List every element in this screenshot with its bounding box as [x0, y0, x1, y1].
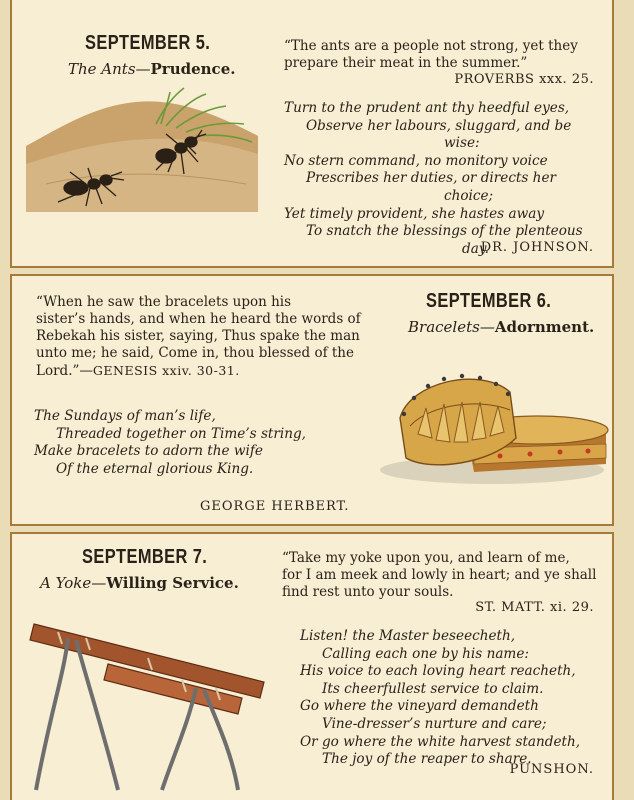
quote-line: “When he saw the bracelets upon his	[36, 294, 292, 310]
yoke-icon	[30, 624, 264, 790]
poem-line: Make bracelets to adorn the wife	[34, 443, 263, 460]
subtitle-prefix: A Yoke—	[40, 574, 107, 592]
scripture-quote	[282, 550, 612, 601]
subtitle-prefix: The Ants—	[68, 60, 151, 78]
poem-line: Threaded together on Time’s string,	[56, 425, 307, 442]
subtitle-theme: Willing Service.	[106, 574, 239, 592]
poem-line: No stern command, no monitory voice	[284, 152, 548, 169]
poem-author: DR. JOHNSON.	[480, 240, 594, 255]
subtitle-theme: Prudence.	[150, 60, 236, 78]
scripture-quote	[284, 38, 614, 72]
scripture-reference: PROVERBS xxx. 25.	[454, 72, 594, 87]
bracelets-illustration	[370, 368, 610, 488]
quote-line: sister’s hands, and when he heard the words of	[36, 311, 361, 327]
poem-line: Its cheerfullest service to claim.	[322, 680, 544, 697]
entry-date: SEPTEMBER 6.	[426, 290, 552, 312]
entry-subtitle	[408, 318, 594, 336]
quote-line: Lord.”—	[36, 363, 93, 379]
ants-illustration	[26, 84, 258, 212]
poem-line: Listen! the Master beseecheth,	[300, 628, 516, 644]
quote-line: for I am meek and lowly in heart; and ye shall	[282, 567, 597, 583]
poem-line: His voice to each loving heart reacheth,	[300, 663, 576, 680]
entry-september-7	[10, 532, 614, 800]
poem-line: Turn to the prudent ant thy heedful eyes,	[284, 100, 570, 116]
poem-line: day.	[462, 240, 490, 257]
subtitle-theme: Adornment.	[494, 318, 595, 336]
entry-date: SEPTEMBER 5.	[85, 32, 211, 54]
poem	[34, 408, 374, 478]
poem-line: choice;	[444, 187, 494, 204]
poem-line: Of the eternal glorious King.	[56, 460, 254, 477]
poem-line: Prescribes her duties, or directs her	[306, 170, 556, 187]
subtitle-prefix: Bracelets—	[408, 318, 495, 336]
entry-september-6	[10, 274, 614, 526]
poem-line: Or go where the white harvest standeth,	[300, 733, 581, 750]
entry-subtitle	[68, 60, 235, 78]
scripture-reference: ST. MATT. xi. 29.	[475, 600, 594, 615]
poem-line: Yet timely provident, she hastes away	[284, 205, 544, 222]
yoke-illustration	[28, 614, 278, 794]
scripture-quote	[36, 294, 396, 380]
quote-line: unto me; he said, Come in, thou blessed of the	[36, 345, 354, 361]
scripture-reference: GENESIS xxiv. 30-31.	[92, 363, 240, 378]
entry-subtitle	[40, 574, 239, 592]
quote-line: find rest unto your souls.	[282, 584, 454, 600]
poem	[284, 100, 606, 258]
poem-line: wise:	[444, 135, 480, 152]
entry-september-5	[10, 0, 614, 268]
poem-line: The Sundays of man’s life,	[34, 408, 216, 424]
quote-line: Rebekah his sister, saying, Thus spake the man	[36, 328, 360, 344]
poem-line: Vine-dresser’s nurture and care;	[322, 715, 547, 732]
poem-line: Observe her labours, sluggard, and be	[306, 117, 572, 134]
poem-line: Calling each one by his name:	[322, 645, 529, 662]
quote-line: “Take my yoke upon you, and learn of me,	[282, 550, 570, 566]
poem	[300, 628, 610, 769]
quote-line: prepare their meat in the summer.”	[284, 55, 528, 71]
entry-date: SEPTEMBER 7.	[82, 546, 208, 568]
quote-line: “The ants are a people not strong, yet they	[284, 38, 578, 54]
poem-line: Go where the vineyard demandeth	[300, 698, 539, 715]
poem-line: The joy of the reaper to share.	[322, 751, 532, 768]
bracelet-icon	[400, 374, 516, 465]
poem-line: To snatch the blessings of the plenteous	[306, 223, 583, 240]
poem-author: PUNSHON.	[509, 762, 594, 777]
poem-author: GEORGE HERBERT.	[200, 499, 350, 514]
